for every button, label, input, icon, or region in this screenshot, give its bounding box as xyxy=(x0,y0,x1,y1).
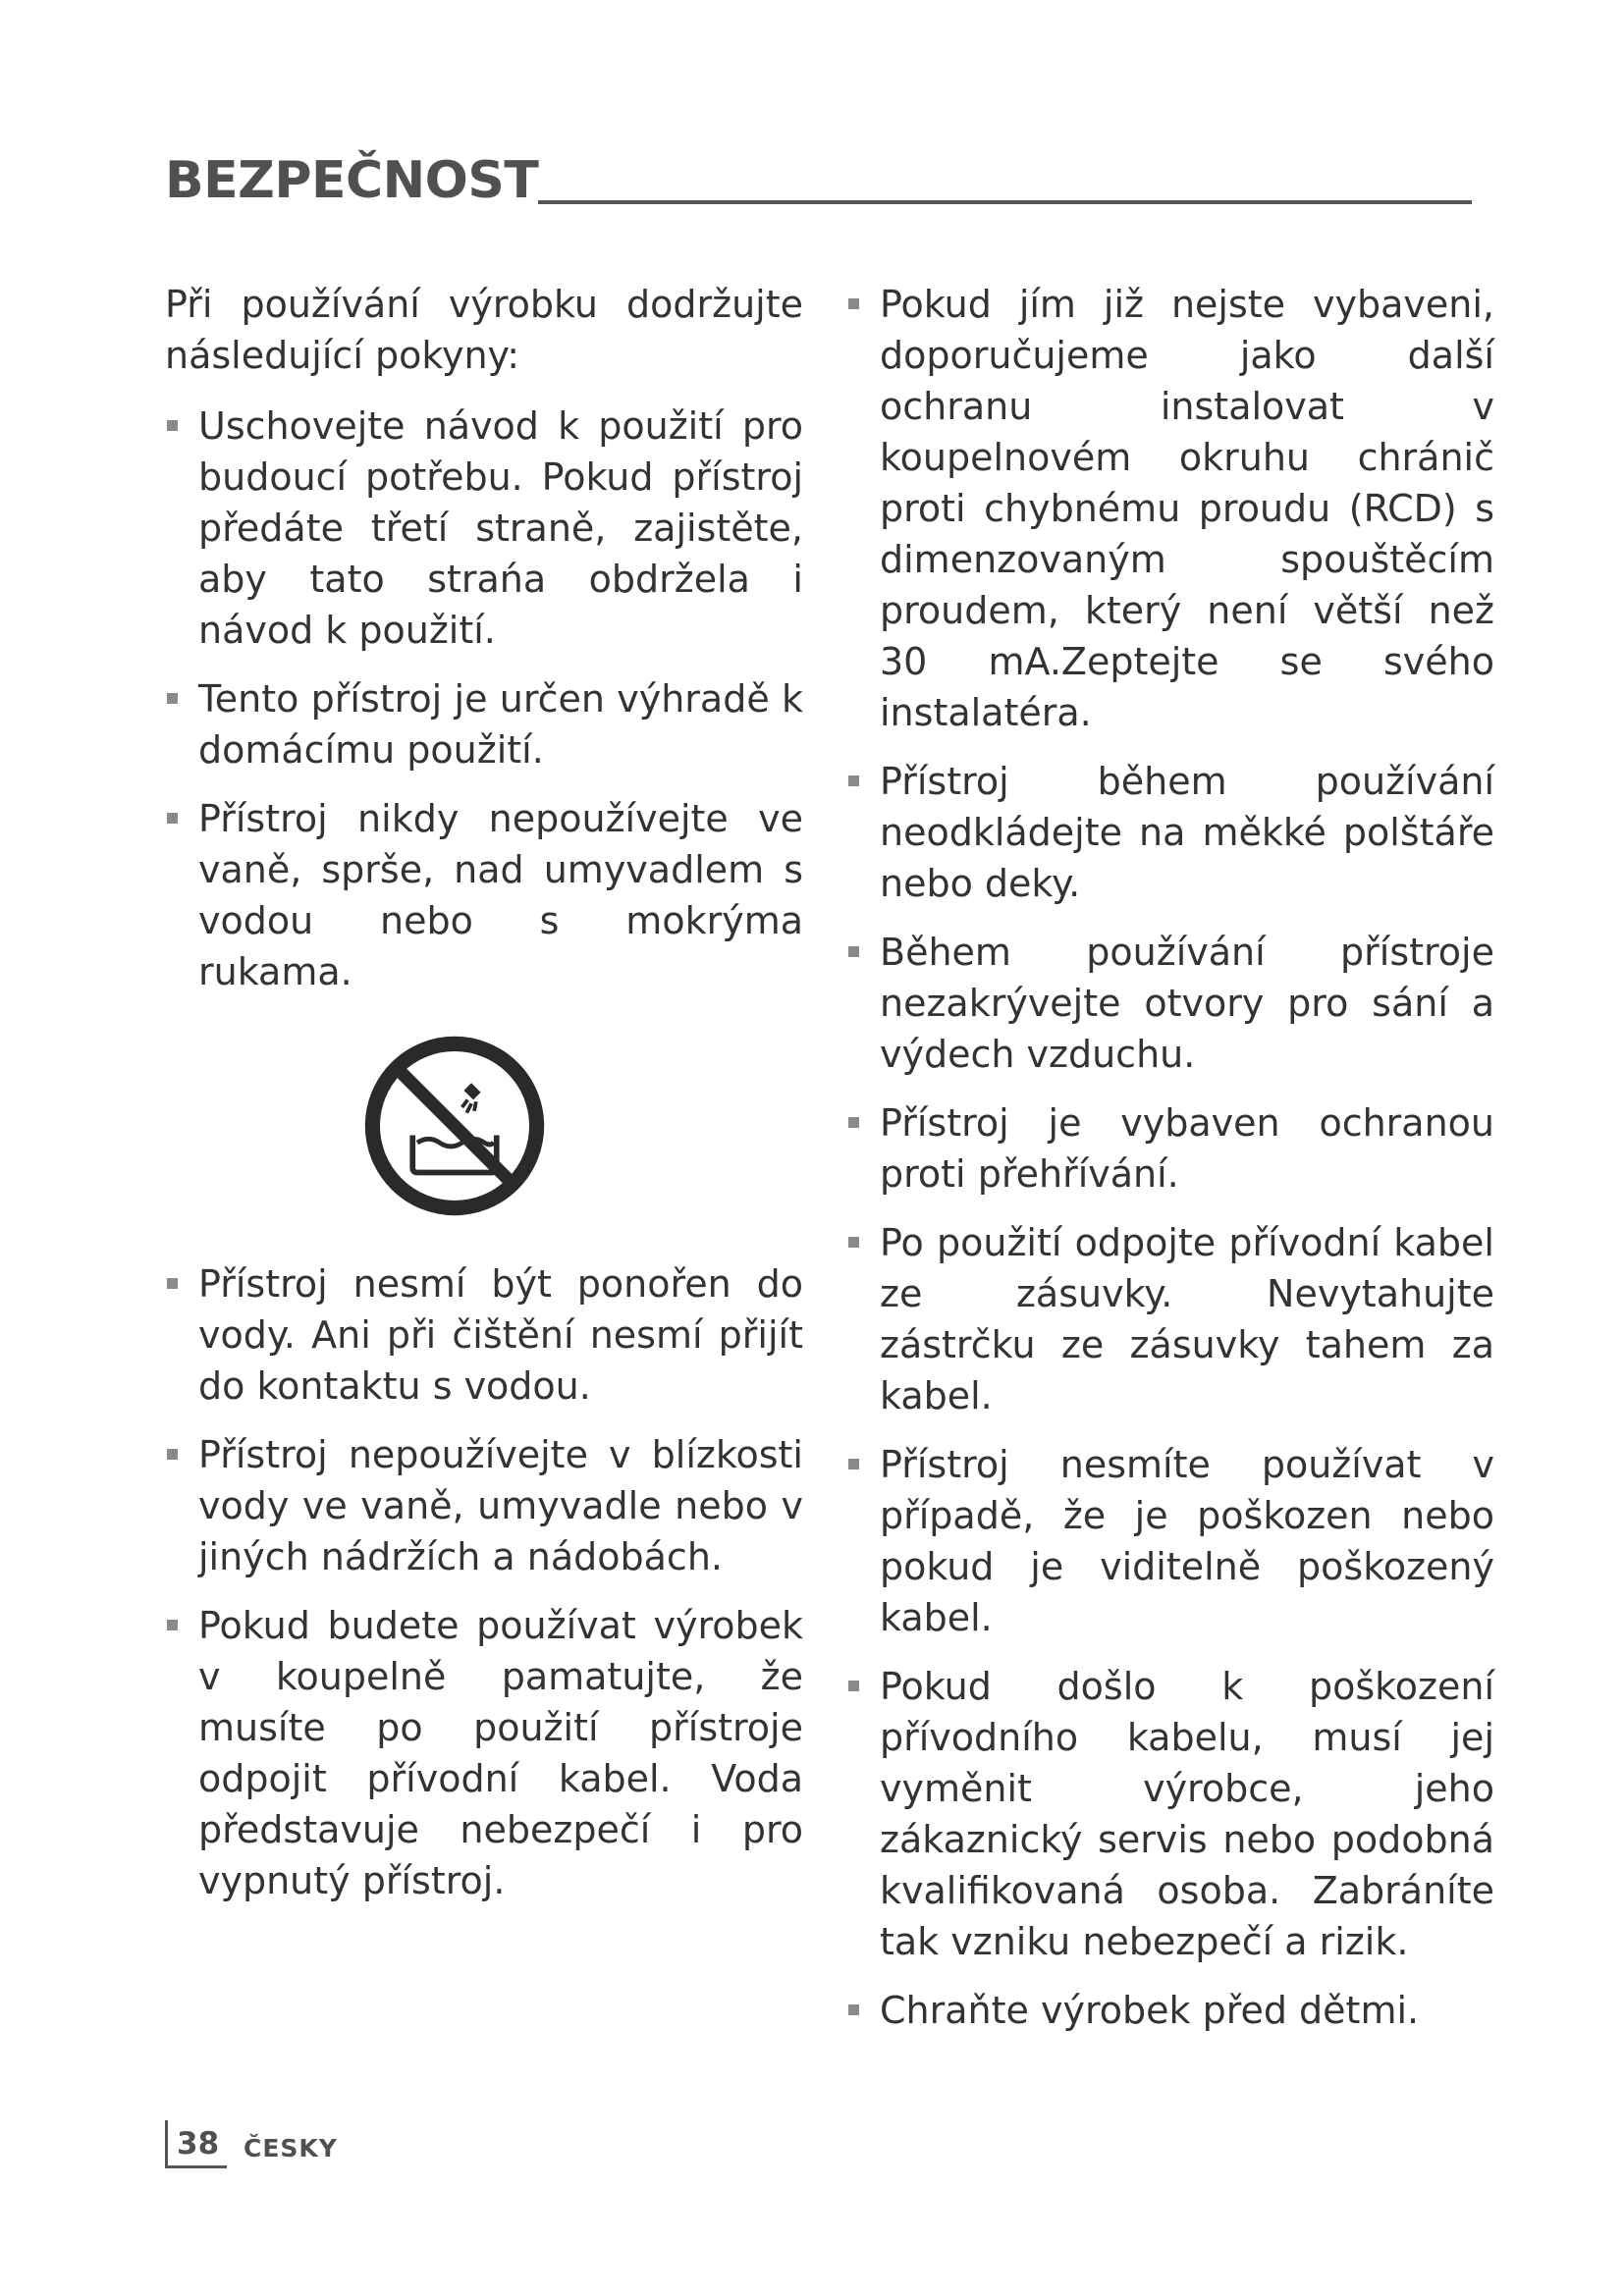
right-column xyxy=(846,279,1494,2054)
list-item xyxy=(846,1661,1494,1967)
list-item-text: Pokud došlo k poškození přívodního kabelu, musí jej vyměnit výrobce, jeho zákaznický servis nebo podobná kvalifikovaná osoba. Zabráníte tak vzniku nebezpečí a rizik. xyxy=(880,1665,1494,1963)
list-item-text: Přístroj během používání neodkládejte na měkké polštáře nebo deky. xyxy=(880,760,1494,905)
bullet-icon xyxy=(848,946,859,957)
list-item xyxy=(846,756,1494,909)
list-item xyxy=(846,1217,1494,1421)
list-item-text: Pokud budete používat výrobek v koupelně pamatujte, že musíte po použití přístroje odpojit přívodní kabel. Voda představuje nebezpečí i pro vypnutý přístroj. xyxy=(198,1604,803,1902)
bullet-icon xyxy=(848,2004,859,2015)
bullet-icon xyxy=(848,1237,859,1248)
list-item xyxy=(165,1600,803,1906)
bullet-icon xyxy=(167,693,178,704)
bullet-icon xyxy=(167,1620,178,1630)
list-item-text: Přístroj nesmí být ponořen do vody. Ani při čištění nesmí přijít do kontaktu s vodou. xyxy=(198,1262,803,1408)
list-item-text: Přístroj nikdy nepoužívejte ve vaně, sprše, nad umyvadlem s vodou nebo s mokrýma rukama. xyxy=(198,797,803,993)
no-water-bath-prohibition-icon xyxy=(361,1033,548,1219)
list-item xyxy=(846,927,1494,1080)
list-item-text: Chraňte výrobek před dětmi. xyxy=(880,1989,1420,2032)
bullet-icon xyxy=(167,1449,178,1460)
page-heading xyxy=(165,147,1472,210)
list-item-text: Uschovejte návod k použití pro budoucí potřebu. Pokud přístroj předáte třetí straně, zajistěte, aby tato strańa obdržela i návod k použití. xyxy=(198,404,803,652)
list-item xyxy=(846,279,1494,738)
bullet-icon xyxy=(848,1117,859,1128)
list-item-text: Během používání přístroje nezakrývejte otvory pro sání a výdech vzduchu. xyxy=(880,931,1494,1076)
list-item xyxy=(165,1258,803,1412)
bullet-icon xyxy=(167,813,178,824)
list-item xyxy=(846,1097,1494,1200)
footer-language: ČESKY xyxy=(244,2134,338,2163)
bullet-icon xyxy=(848,775,859,786)
left-list-top xyxy=(165,400,803,997)
bullet-icon xyxy=(167,1278,178,1289)
left-column xyxy=(165,279,803,1924)
list-item xyxy=(165,1429,803,1582)
page-number: 38 xyxy=(177,2126,220,2162)
right-list xyxy=(846,279,1494,2036)
list-item-text: Pokud jím již nejste vybaveni, doporučujeme jako další ochranu instalovat v koupelnovém okruhu chránič proti chybnému proudu (RCD) s dimenzovaným spouštěcím proudem, který není větší než 30 mA.Zeptejte se svého instalatéra. xyxy=(880,283,1494,734)
left-list-bottom xyxy=(165,1258,803,1906)
intro-text: Při používání výrobku dodržujte následující pokyny: xyxy=(165,283,803,377)
list-item xyxy=(846,1439,1494,1643)
list-item-text: Přístroj je vybaven ochranou proti přehřívání. xyxy=(880,1101,1494,1196)
heading-rule xyxy=(538,200,1472,204)
list-item-text: Po použití odpojte přívodní kabel ze zásuvky. Nevytahujte zástrčku ze zásuvky tahem za kabel. xyxy=(880,1221,1494,1417)
bullet-icon xyxy=(167,420,178,431)
list-item xyxy=(165,673,803,775)
list-item-text: Tento přístroj je určen výhradě k domácímu použití. xyxy=(198,677,803,772)
list-item xyxy=(846,1985,1494,2036)
bullet-icon xyxy=(848,298,859,309)
list-item xyxy=(165,793,803,997)
list-item xyxy=(165,400,803,656)
page-title: BEZPEČNOST xyxy=(165,151,539,210)
list-item-text: Přístroj nepoužívejte v blízkosti vody ve vaně, umyvadle nebo v jiných nádržích a nádobách. xyxy=(198,1433,803,1578)
page-footer xyxy=(165,2120,460,2179)
list-item-text: Přístroj nesmíte používat v případě, že je poškozen nebo pokud je viditelně poškozený kabel. xyxy=(880,1443,1494,1639)
bullet-icon xyxy=(848,1459,859,1469)
bullet-icon xyxy=(848,1681,859,1691)
